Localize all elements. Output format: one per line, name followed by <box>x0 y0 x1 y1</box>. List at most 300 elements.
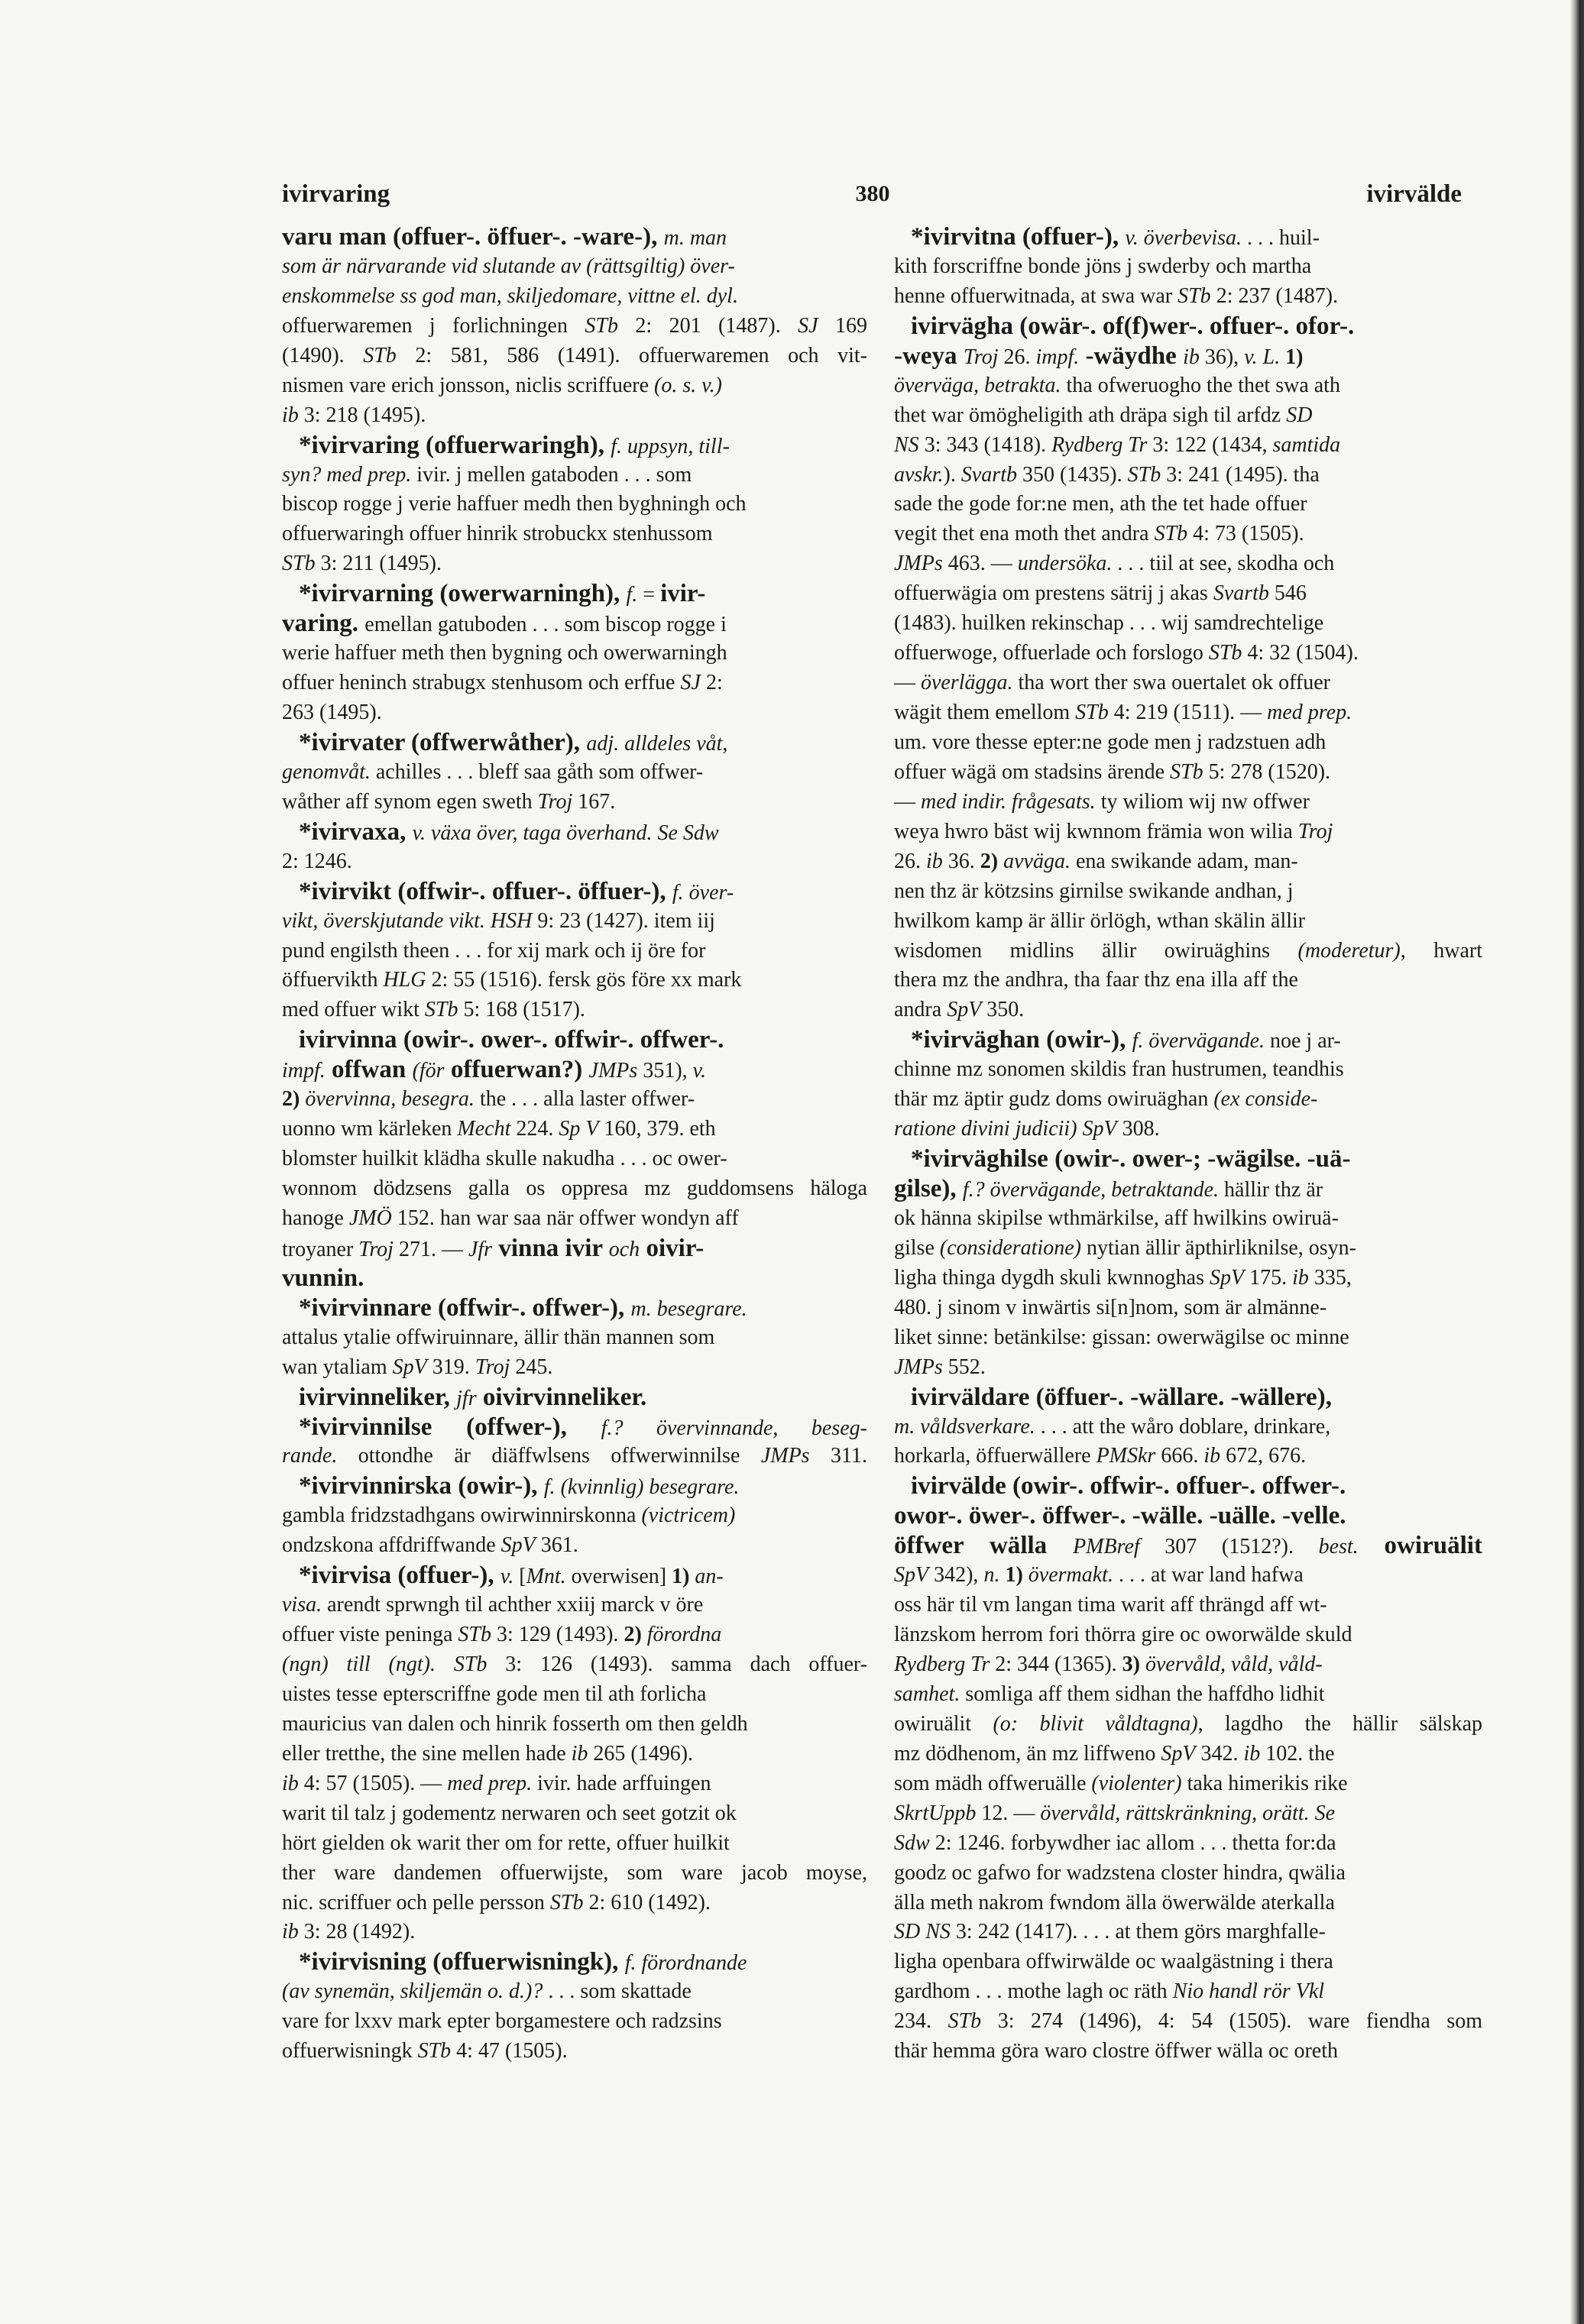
italic-text: m. man <box>663 226 727 250</box>
entry-line-text <box>299 728 728 756</box>
italic-text: syn? med prep. <box>282 462 412 487</box>
italic-text: (ex conside- <box>1213 1087 1318 1112</box>
body-text: 234. <box>894 2009 948 2034</box>
entry-line <box>894 1174 1482 1204</box>
entry-line-text <box>894 730 1326 754</box>
body-text: 2: 344 (1365). <box>990 1652 1122 1676</box>
body-text: 160, 379. eth <box>598 1117 716 1141</box>
body-text: 169 <box>818 313 867 338</box>
body-text: 319. <box>426 1355 475 1379</box>
body-text: hört gielden ok warit ther om for rette, offuer huilkit <box>282 1830 730 1855</box>
body-text: 4: 47 (1505). <box>451 2039 568 2063</box>
body-text: the . . . alla laster offwer- <box>474 1087 695 1112</box>
entry-line-text <box>894 1652 1323 1676</box>
italic-text: (ngn) till (ngt). STb <box>282 1652 488 1676</box>
headword-text: ivirvägha (owär-. of(f)wer-. offuer-. ofor-. <box>911 312 1355 340</box>
entry-line-text <box>894 341 1304 370</box>
body-text: 350 (1435). <box>1016 462 1128 487</box>
entry-line <box>282 1413 867 1442</box>
entry-line <box>282 1620 867 1650</box>
entry-line <box>894 1085 1482 1115</box>
italic-text: övervinna, besegra. <box>305 1087 475 1112</box>
headword-text: -weya <box>894 341 964 370</box>
entry-line <box>282 609 867 639</box>
entry-line <box>894 1650 1482 1680</box>
guide-word-first: ivirvaring <box>282 180 390 208</box>
entry-line <box>282 1353 867 1383</box>
entry-line-text <box>894 641 1359 665</box>
entry-line <box>894 907 1482 937</box>
body-text: achilles . . . bleff saa gåth som offwer- <box>370 759 704 784</box>
entry-line <box>282 1680 867 1710</box>
italic-text: f. över- <box>672 880 734 905</box>
body-text: nic. scriffuer och pelle persson <box>282 1890 550 1915</box>
body-text: 552. <box>942 1355 986 1379</box>
body-text: 175. <box>1244 1265 1293 1290</box>
italic-text: adj. alldeles våt, <box>586 731 728 756</box>
entry-line-text <box>894 1979 1324 2003</box>
italic-text: förordna <box>646 1623 722 1647</box>
entry-line-text <box>282 344 867 367</box>
body-text: offuer heninch strabugx stenhusom och erffue <box>282 671 681 695</box>
body-text: overwisen] <box>565 1565 672 1589</box>
body-text: thär mz äptir gudz doms owiruäghan <box>894 1087 1214 1112</box>
entry-line <box>282 371 867 401</box>
italic-text: SJ <box>798 313 818 338</box>
italic-text: v. <box>500 1565 514 1589</box>
body-text: oss här til vm langan tima warit aff thrängd aff wt- <box>894 1593 1327 1617</box>
italic-text: samtida <box>1272 432 1341 457</box>
entry-line <box>282 1174 867 1204</box>
entry-line <box>282 1918 867 1947</box>
body-text: älla meth nakrom fwndom älla öwerwälde aterkalla <box>894 1890 1335 1915</box>
italic-text: STb <box>1154 522 1188 546</box>
body-text: thet war ömögheligith ath dräpa sigh til arfdz <box>894 403 1287 427</box>
body-text: . . . tiil at see, skodha och <box>1112 552 1335 576</box>
entry-line <box>894 877 1482 907</box>
left-column <box>282 222 867 2067</box>
entry-line <box>282 1025 867 1055</box>
body-text: 2: 581, 586 (1491). offuerwaremen och vit- <box>396 343 867 367</box>
entry-line-text <box>894 374 1340 397</box>
body-text: 4: 32 (1504). <box>1242 641 1359 665</box>
italic-text: f. uppsyn, till- <box>611 434 730 458</box>
headword-text: *ivirvitna (offuer-), <box>911 223 1126 251</box>
italic-text: impf. <box>282 1059 326 1083</box>
italic-text: (av synemän, skiljemän o. d.)? <box>282 1979 543 2004</box>
body-text: = <box>637 583 661 607</box>
body-text: 3: 122 (1434, <box>1147 432 1273 457</box>
body-text: goodz oc gafwo for wadzstena closter hindra, qwälia <box>894 1860 1346 1885</box>
headword-text: oivir- <box>640 1234 705 1262</box>
italic-text: STb <box>1127 462 1161 487</box>
italic-text: övervåld, rättskränkning, orätt. Se <box>1040 1801 1336 1825</box>
italic-text: ratione divini judicii) SpV <box>894 1117 1117 1141</box>
headword-text: öffwer wälla <box>894 1532 1074 1560</box>
italic-text: (consideratione) <box>939 1235 1081 1260</box>
entry-line-text <box>282 1593 703 1617</box>
entry-line <box>894 549 1482 579</box>
italic-text: övervåld, våld, våld- <box>1145 1652 1323 1676</box>
bold-text: 2) <box>980 849 1004 873</box>
right-column <box>894 222 1482 2067</box>
body-text: 152. han war saa när offwer wondyn aff <box>391 1206 739 1230</box>
body-text: — <box>894 789 921 814</box>
italic-text: v. växa över, taga överhand. Se Sdw <box>412 821 719 845</box>
entry-line-text <box>282 1891 711 1915</box>
entry-line-text <box>282 1772 711 1795</box>
body-text: 36. <box>942 849 980 873</box>
entry-line-text <box>894 581 1307 605</box>
italic-text: f.? övervägande, betraktande. <box>962 1178 1220 1202</box>
body-text: ena swikande adam, man- <box>1070 849 1298 873</box>
entry-line-text <box>894 1861 1346 1885</box>
headword-text: *ivirvikt (offwir-. offuer-. öffuer-), <box>299 877 672 905</box>
entry-line-text <box>282 2009 722 2033</box>
entry-line-text <box>894 1266 1352 1290</box>
italic-text: (violenter) <box>1091 1771 1182 1795</box>
body-text: 351), <box>637 1059 693 1083</box>
entry-line <box>282 847 867 877</box>
italic-text: f. övervägande. <box>1132 1029 1265 1054</box>
italic-text: visa. <box>282 1593 322 1617</box>
body-text: offuerwägia om prestens sätrij j akas <box>894 581 1213 606</box>
italic-text: SkrtUppb <box>894 1801 977 1825</box>
body-text: offuerwaringh offuer hinrik strobuckx stenhussom <box>282 522 713 546</box>
body-text: 2: 55 (1516). fersk gös före xx mark <box>426 968 742 992</box>
body-text: kith forscriffne bonde jöns j swderby och martha <box>894 254 1312 278</box>
entry-line <box>282 877 867 907</box>
entry-line <box>894 490 1482 520</box>
entry-line-text <box>282 284 738 308</box>
entry-line-text <box>911 1145 1351 1173</box>
guide-word-last: ivirvälde <box>1366 180 1462 208</box>
entry-line <box>894 1591 1482 1620</box>
entry-line-text <box>894 611 1323 635</box>
entry-line <box>894 1264 1482 1293</box>
body-text: 2: <box>700 671 723 695</box>
italic-text: Mecht <box>457 1117 511 1141</box>
italic-text: Troj <box>537 789 573 814</box>
body-text: andra <box>894 998 947 1022</box>
body-text: 5: 168 (1517). <box>458 998 585 1022</box>
entry-line <box>282 1650 867 1680</box>
body-text: thär hemma göra waro clostre öffwer wälla oc oreth <box>894 2039 1339 2063</box>
body-text: wåther aff synom egen sweth <box>282 789 538 814</box>
bold-text: 2) <box>282 1087 306 1112</box>
entry-line <box>282 1561 867 1591</box>
entry-line <box>282 1055 867 1085</box>
italic-text: ib <box>1292 1265 1309 1290</box>
body-text: offuerwaremen j forlichningen <box>282 313 585 338</box>
entry-line-text <box>282 254 735 278</box>
entry-line-text <box>282 1117 716 1141</box>
headword-text: *ivirvisning (offuerwisningk), <box>299 1948 625 1976</box>
entry-line-text <box>894 850 1298 873</box>
entry-line-text <box>282 1177 867 1200</box>
entry-line-text <box>282 850 352 873</box>
entry-line <box>894 222 1482 252</box>
body-text: offuerwoge, offuerlade och forslogo <box>894 641 1209 665</box>
entry-line-text <box>282 1623 721 1646</box>
headword-text: *ivirvisa (offuer-), <box>299 1562 500 1590</box>
body-text: henne offuerwitnada, at swa war <box>894 283 1178 308</box>
entry-line <box>282 2037 867 2067</box>
entry-line <box>282 222 867 252</box>
body-text: liket sinne: betänkilse: gissan: owerwägilse oc minne <box>894 1325 1349 1349</box>
entry-line-text <box>282 760 703 784</box>
body-text: 224. <box>510 1117 559 1141</box>
entry-line-text <box>894 879 1294 903</box>
entry-line <box>282 1829 867 1859</box>
body-text: 167. <box>572 789 616 814</box>
entry-line <box>894 1144 1482 1174</box>
body-text: um. vore thesse epter:ne gode men j radzstuen adh <box>894 730 1326 754</box>
entry-line-text <box>894 403 1312 427</box>
entry-line <box>894 1977 1482 2007</box>
entry-line-text <box>282 1920 415 1944</box>
italic-text: JMPs <box>760 1444 810 1468</box>
body-text: 463. — <box>942 552 1018 576</box>
body-text: (1483). huilken rekinschap . . . wij samdrechtelige <box>894 611 1324 636</box>
entry-line-text <box>894 1831 1336 1855</box>
body-text: öffuervikth <box>282 968 384 992</box>
entry-line-text <box>894 939 1482 963</box>
body-text: 311. <box>809 1444 867 1468</box>
body-text: som mädh offweruälle <box>894 1771 1092 1795</box>
entry-line <box>894 1323 1482 1353</box>
italic-text: SJ <box>680 671 701 695</box>
entry-line <box>282 1947 867 1977</box>
entry-line <box>894 1769 1482 1799</box>
entry-line-text <box>894 2009 1482 2033</box>
entry-line <box>282 1769 867 1799</box>
headword-text: *ivirvinnare (offwir-. offwer-), <box>299 1293 631 1322</box>
italic-text: SpV <box>947 998 982 1022</box>
entry-line <box>894 401 1482 431</box>
entry-line-text <box>894 1920 1326 1944</box>
body-text: nen thz är kötzsins girnilse swikande andhan, j <box>894 879 1294 903</box>
entry-line-text <box>299 1383 647 1411</box>
italic-text: Sp V <box>559 1117 599 1141</box>
entry-line <box>894 1799 1482 1829</box>
entry-line <box>282 549 867 579</box>
headword-text: ivirvinna (owir-. ower-. offwir-. offwer-. <box>299 1026 724 1054</box>
body-text: arendt sprwngh til achther xxiij marck v öre <box>322 1593 704 1617</box>
headword-text: *ivirvinnilse (offwer-), <box>299 1413 601 1441</box>
italic-text: Troj <box>963 345 999 369</box>
entry-line <box>894 995 1482 1025</box>
body-text: weya hwro bäst wij kwnnom främia won wilia <box>894 819 1298 843</box>
entry-line-text <box>282 223 727 251</box>
entry-line-text <box>282 463 692 487</box>
body-text: 26. <box>998 345 1036 369</box>
body-text: tha wort ther swa ouertalet ok offuer <box>1012 671 1330 695</box>
italic-text: Troj <box>475 1355 510 1379</box>
body-text: hwilkom kamp är ällir örlögh, wthan skälin ällir <box>894 908 1306 933</box>
italic-text: Sdw <box>894 1830 930 1855</box>
italic-text: ib <box>1203 1444 1221 1468</box>
body-text: 4: 219 (1511). — <box>1108 701 1268 724</box>
entry-line <box>894 1710 1482 1740</box>
entry-line-text <box>282 552 442 575</box>
entry-line-text <box>282 1979 692 2003</box>
entry-line <box>282 639 867 668</box>
body-text: 3: 274 (1496), 4: 54 (1505). ware fiendha som <box>981 2009 1483 2034</box>
entry-line <box>894 341 1482 371</box>
entry-line <box>282 401 867 431</box>
body-text: hanoge <box>282 1206 349 1230</box>
entry-line <box>894 1383 1482 1413</box>
entry-line-text <box>282 403 426 427</box>
italic-text: JMÖ <box>348 1206 392 1230</box>
body-text: 307 (1512?). <box>1139 1535 1319 1559</box>
entry-line <box>282 282 867 312</box>
body-text: gilse <box>894 1235 940 1260</box>
entry-line <box>894 252 1482 282</box>
entry-line-text <box>911 1472 1346 1500</box>
body-text: 480. j sinom v inwärtis si[n]nom, som är almänne- <box>894 1295 1327 1319</box>
body-text: , lagdho the hällir sälskap <box>1197 1711 1483 1736</box>
entry-line-text <box>282 1682 706 1706</box>
body-text: 342), <box>928 1563 984 1588</box>
entry-line-text <box>894 998 1024 1021</box>
entry-line <box>894 1859 1482 1889</box>
body-text: 2: 1246. <box>282 849 352 873</box>
italic-text: Rydberg Tr <box>894 1652 990 1676</box>
italic-text: STb <box>585 313 618 338</box>
italic-text: (moderetur) <box>1297 938 1401 963</box>
entry-line-text <box>282 1234 705 1262</box>
entry-line <box>894 698 1482 728</box>
italic-text: Troj <box>358 1237 394 1261</box>
body-text: eller tretthe, the sine mellen hade <box>282 1741 572 1766</box>
italic-text: Svartb <box>1213 581 1269 606</box>
entry-line <box>894 2007 1482 2037</box>
entry-line-text <box>894 1236 1356 1260</box>
italic-text: Mnt. <box>526 1565 566 1589</box>
page-number: 380 <box>855 181 890 206</box>
entry-line-text <box>894 1296 1326 1319</box>
entry-line <box>894 1889 1482 1918</box>
body-text: 5: 278 (1520). <box>1203 759 1331 784</box>
entry-line-text <box>282 701 382 724</box>
entry-line <box>282 788 867 817</box>
entry-line-text <box>282 939 705 963</box>
italic-text: övermakt. <box>1028 1563 1113 1588</box>
italic-text: m. besegrare. <box>630 1296 747 1321</box>
body-text: offuer wägä om stadsins ärende <box>894 759 1171 784</box>
entry-line-text <box>282 1325 714 1349</box>
bold-text: 1) <box>1280 345 1304 369</box>
entry-line <box>282 1471 867 1501</box>
body-text: . . . att the wåro doblare, drinkare, <box>1035 1414 1331 1439</box>
entry-line <box>894 1025 1482 1055</box>
italic-text: Svartb <box>960 462 1017 487</box>
italic-text: v. L. <box>1244 345 1281 369</box>
headword-text: offuerwan?) <box>444 1056 589 1084</box>
entry-line <box>894 579 1482 609</box>
entry-line <box>894 758 1482 788</box>
entry-line-text <box>282 1056 706 1084</box>
body-text: troyaner <box>282 1237 359 1261</box>
entry-line <box>894 282 1482 312</box>
entry-line-text <box>894 760 1330 784</box>
italic-text: med indir. frågesats. <box>921 789 1096 814</box>
italic-text: genomvåt. <box>282 759 371 784</box>
entry-line-text <box>282 1503 735 1527</box>
entry-line-text <box>911 312 1355 340</box>
italic-text: som är närvarande vid slutande av (rättsgiltig) över- <box>282 254 735 278</box>
italic-text: f. (kvinnlig) besegrare. <box>543 1475 740 1500</box>
body-text: pund engilsth theen . . . for xij mark och ij öre for <box>282 938 706 963</box>
entry-line <box>894 847 1482 877</box>
entry-line <box>894 1055 1482 1085</box>
entry-line-text <box>894 284 1338 308</box>
entry-line <box>894 1204 1482 1234</box>
entry-line <box>894 1947 1482 1977</box>
body-text: ok hänna skipilse wthmärkilse, aff hwilkins owiruä- <box>894 1206 1339 1230</box>
body-text: 361. <box>535 1533 578 1558</box>
entry-line <box>282 520 867 549</box>
running-head <box>0 177 1584 211</box>
body-text: tha ofweruogho the thet swa ath <box>1061 373 1340 397</box>
entry-line-text <box>894 790 1310 814</box>
entry-line <box>282 252 867 282</box>
entry-line-text <box>282 671 723 694</box>
entry-line-text <box>282 1742 693 1766</box>
body-text: ligha thinga dygdh skuli kwnnoghas <box>894 1265 1210 1290</box>
italic-text: ib <box>571 1741 588 1766</box>
headword-text: varu man (offuer-. öffuer-. -ware-), <box>282 223 664 251</box>
headword-text: ivir- <box>660 580 706 608</box>
entry-line <box>282 728 867 758</box>
body-text: med offuer wikt <box>282 998 425 1022</box>
entry-line <box>282 1740 867 1769</box>
entry-line-text <box>894 1444 1306 1468</box>
entry-line <box>282 907 867 937</box>
entry-line-text <box>299 1562 724 1590</box>
entry-line-text <box>299 1472 740 1500</box>
body-text: 3: 343 (1418). <box>918 432 1052 457</box>
headword-text: ivirvinneliker, <box>299 1383 457 1411</box>
body-text: 26. <box>894 849 926 873</box>
italic-text: PMSkr <box>1096 1444 1156 1468</box>
entry-line <box>282 1501 867 1531</box>
body-text: emellan gatuboden . . . som biscop rogge i <box>364 613 727 637</box>
entry-line <box>282 1293 867 1323</box>
entry-line-text <box>282 968 741 992</box>
italic-text: med prep. <box>1267 701 1352 724</box>
italic-text: JMPs <box>894 552 943 576</box>
entry-line-text <box>894 1772 1348 1795</box>
italic-text: STb <box>424 998 458 1022</box>
headword-text: ivirvälde (owir-. offwir-. offuer-. offwer-. <box>911 1472 1346 1500</box>
entry-line <box>894 1353 1482 1383</box>
italic-text: STb <box>1075 701 1109 724</box>
italic-text: SD <box>1286 403 1313 427</box>
entry-line-text <box>282 909 715 933</box>
entry-line <box>894 937 1482 966</box>
entry-line-text <box>282 1861 867 1885</box>
entry-line-text <box>894 1087 1317 1111</box>
body-text: 3: 28 (1492). <box>298 1920 416 1944</box>
italic-text: PMBref <box>1073 1535 1140 1559</box>
entry-line-text <box>282 1831 730 1855</box>
entry-line <box>894 1531 1482 1561</box>
body-text: (1490). <box>282 343 364 367</box>
italic-text: STb <box>458 1623 491 1647</box>
